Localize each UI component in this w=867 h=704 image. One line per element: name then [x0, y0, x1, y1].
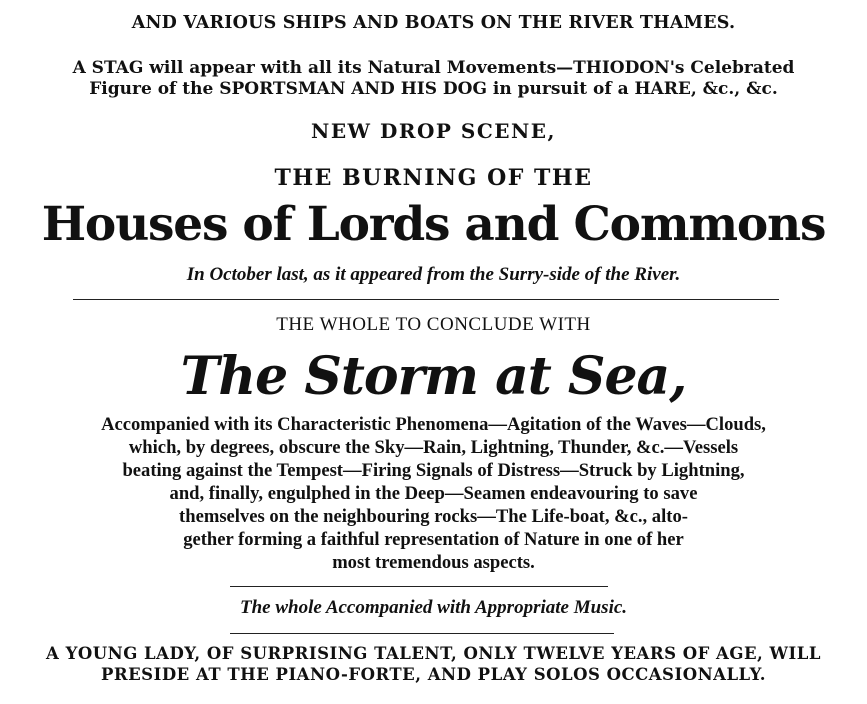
storm-description-line: gether forming a faithful representation of Nature in one of her — [183, 529, 684, 550]
storm-description-line: and, finally, engulphed in the Deep—Seamen endeavouring to save — [169, 483, 698, 504]
storm-at-sea-title: The Storm at Sea, — [180, 346, 687, 407]
storm-description-line: themselves on the neighbouring rocks—The Life-boat, &c., alto- — [179, 506, 688, 527]
burning-of-the-heading: THE BURNING OF THE — [274, 165, 593, 191]
music-line: The whole Accompanied with Appropriate Music. — [239, 597, 628, 618]
ships-and-boats-line: AND VARIOUS SHIPS AND BOATS ON THE RIVER THAMES. — [131, 13, 736, 33]
storm-description-line: most tremendous aspects. — [332, 552, 535, 573]
drop-scene-subtitle: In October last, as it appeared from the Surry-side of the River. — [186, 264, 681, 285]
divider-rule — [230, 633, 614, 634]
young-lady-line-2: PRESIDE AT THE PIANO-FORTE, AND PLAY SOLOS OCCASIONALLY. — [100, 665, 766, 684]
storm-description-line: Accompanied with its Characteristic Phenomena—Agitation of the Waves—Clouds, — [101, 414, 766, 435]
conclude-intro: THE WHOLE TO CONCLUDE WITH — [276, 314, 591, 335]
storm-description-line: beating against the Tempest—Firing Signals of Distress—Struck by Lightning, — [122, 460, 745, 481]
houses-of-lords-title: Houses of Lords and Commons — [41, 197, 826, 252]
divider-rule — [230, 586, 608, 587]
storm-description-line: which, by degrees, obscure the Sky—Rain, Lightning, Thunder, &c.—Vessels — [128, 437, 739, 458]
drop-scene-heading: NEW DROP SCENE, — [311, 119, 556, 143]
stag-line-1: A STAG will appear with all its Natural Movements—THIODON's Celebrated — [72, 58, 795, 78]
young-lady-line-1: A YOUNG LADY, OF SURPRISING TALENT, ONLY TWELVE YEARS OF AGE, WILL — [46, 644, 821, 663]
divider-rule — [73, 299, 779, 300]
stag-line-2: Figure of the SPORTSMAN AND HIS DOG in pursuit of a HARE, &c., &c. — [89, 79, 778, 99]
